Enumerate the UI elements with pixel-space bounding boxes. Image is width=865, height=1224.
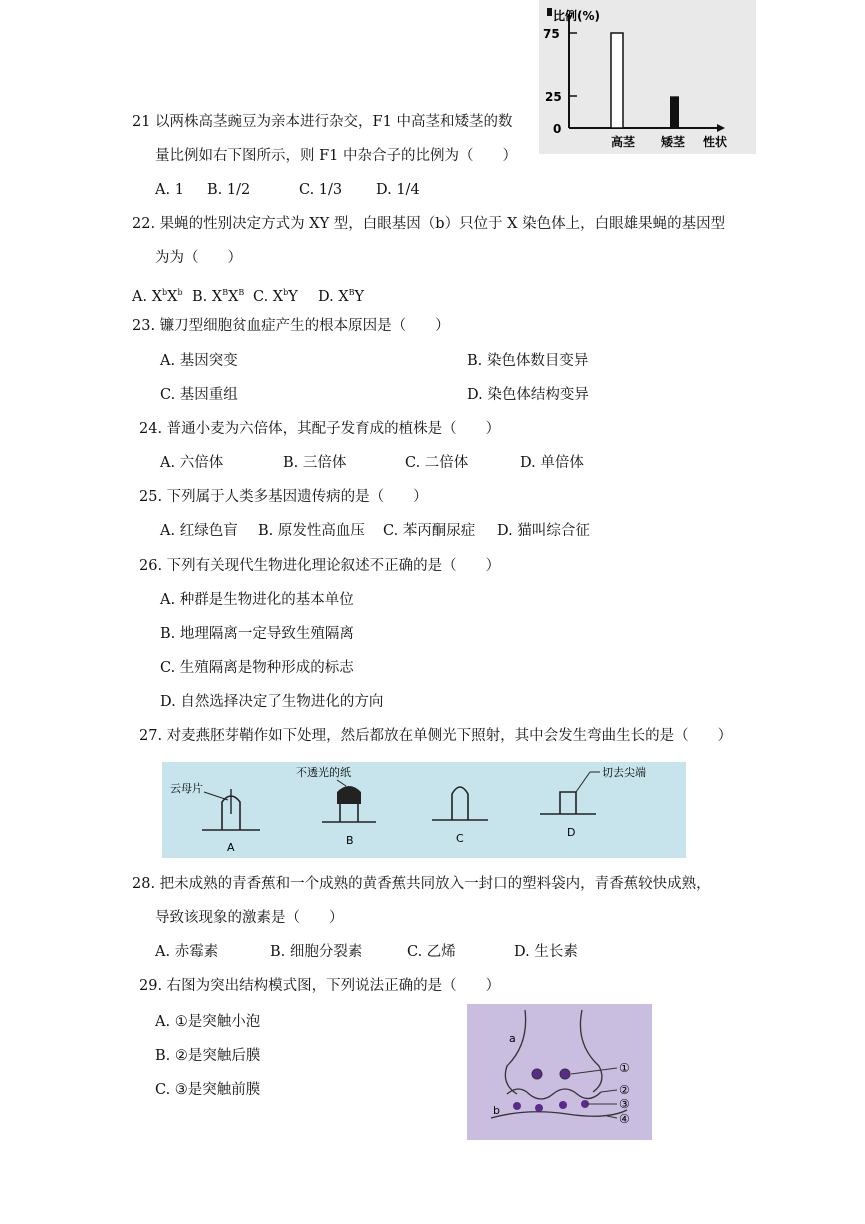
q22-option-b-label: B. X (192, 289, 223, 305)
q21-chart-svg (539, 0, 756, 154)
q29-stem: 29. 右图为突出结构模式图，下列说法正确的是（ ） (139, 978, 501, 994)
q28-option-d: D. 生长素 (514, 944, 578, 960)
q25-option-d: D. 猫叫综合征 (497, 523, 590, 539)
neurotransmitter (535, 1104, 543, 1112)
q29-option-c: C. ③是突触前膜 (155, 1082, 261, 1098)
q26-option-d: D. 自然选择决定了生物进化的方向 (160, 694, 384, 710)
q23-option-d: D. 染色体结构变异 (467, 387, 589, 403)
q21-option-b: B. 1/2 (207, 182, 251, 198)
q24-option-c: C. 二倍体 (405, 455, 469, 471)
q22-a-sup1: b (162, 288, 168, 297)
q28-line2: 导致该现象的激素是（ ） (155, 910, 344, 926)
q21-line2: 量比例如右下图所示，则 F1 中杂合子的比例为（ ） (155, 148, 518, 164)
label-d: D (567, 826, 576, 839)
q27-stem: 27. 对麦燕胚芽鞘作如下处理，然后都放在单侧光下照射，其中会发生弯曲生长的是（ ） (139, 728, 733, 744)
q28-option-b: B. 细胞分裂素 (270, 944, 363, 960)
annot-opaque-paper: 不透光的纸 (296, 766, 351, 779)
annot-cut-tip: 切去尖端 (602, 766, 646, 779)
q25-option-a: A. 红绿色盲 (160, 523, 238, 539)
q22-a-sup2: b (177, 288, 183, 297)
neurotransmitter (559, 1101, 567, 1109)
marker-2: ② (619, 1083, 630, 1097)
q27-figure-svg (162, 762, 686, 858)
q22-d-y: Y (354, 289, 365, 305)
y-tick-75: 75 (543, 27, 560, 41)
annot-mica: 云母片 (170, 782, 203, 795)
q22-line1: 22. 果蝇的性别决定方式为 XY 型，白眼基因（b）只位于 X 染色体上，白眼雄果蝇的基因型 (132, 216, 726, 232)
q24-option-a: A. 六倍体 (160, 455, 224, 471)
q26-option-c: C. 生殖隔离是物种形成的标志 (160, 660, 354, 676)
q22-option-c (253, 283, 298, 307)
q22-option-c-label: C. X (253, 289, 284, 305)
q23-option-a: A. 基因突变 (160, 353, 238, 369)
marker-1: ① (619, 1061, 630, 1075)
q21-option-c: C. 1/3 (299, 182, 343, 198)
x-axis-arrow (717, 124, 725, 132)
vesicle (532, 1069, 542, 1079)
x-axis-label: 性状 (703, 135, 728, 149)
q24-option-d: D. 单倍体 (520, 455, 584, 471)
q24-option-b: B. 三倍体 (283, 455, 347, 471)
y-axis-label: 比例(%) (553, 9, 600, 23)
q22-line2: 为为（ ） (155, 250, 242, 266)
q22-option-d (318, 283, 364, 307)
q22-option-a-label: A. X (132, 289, 163, 305)
q29-option-a: A. ①是突触小泡 (155, 1014, 261, 1030)
q21-option-a: A. 1 (155, 182, 184, 198)
label-b: B (346, 834, 354, 847)
q29-option-b: B. ②是突触后膜 (155, 1048, 261, 1064)
q21-option-d: D. 1/4 (376, 182, 420, 198)
marker-4: ④ (619, 1112, 630, 1126)
q24-stem: 24. 普通小麦为六倍体，其配子发育成的植株是（ ） (139, 421, 501, 437)
q21-line1: 21 以两株高茎豌豆为亲本进行杂交，F1 中高茎和矮茎的数 (132, 114, 513, 130)
q26-option-b: B. 地理隔离一定导致生殖隔离 (160, 626, 354, 642)
label-a: A (227, 841, 235, 854)
y-tick-25: 25 (545, 90, 562, 104)
q29-figure-svg (467, 1004, 652, 1140)
q22-option-a: A. $X^bX^b$ (132, 288, 183, 305)
marker-3: ③ (619, 1097, 630, 1111)
q21-bar-chart (539, 0, 756, 154)
q22-b-sup1: B (222, 288, 229, 297)
neurotransmitter (513, 1102, 521, 1110)
q26-option-a: A. 种群是生物进化的基本单位 (160, 592, 354, 608)
q22-d-sup: B (348, 288, 355, 297)
x-category-short: 矮茎 (661, 135, 686, 149)
bar-tall-stem (611, 33, 623, 128)
label-b: b (493, 1104, 500, 1117)
vesicle (560, 1069, 570, 1079)
label-c: C (456, 832, 464, 845)
y-axis-arrow (547, 8, 552, 16)
q26-stem: 26. 下列有关现代生物进化理论叙述不正确的是（ ） (139, 558, 501, 574)
q27-coleoptile-figure (162, 762, 686, 858)
q23-stem: 23. 镰刀型细胞贫血症产生的根本原因是（ ） (132, 318, 450, 334)
bar-short-stem (670, 96, 679, 128)
x-category-tall: 高茎 (611, 135, 636, 149)
q25-option-b: B. 原发性高血压 (258, 523, 365, 539)
q23-option-c: C. 基因重组 (160, 387, 238, 403)
q28-option-a: A. 赤霉素 (155, 944, 219, 960)
q22-option-d-label: D. X (318, 289, 349, 305)
q25-option-c: C. 苯丙酮尿症 (383, 523, 476, 539)
q22-c-y: Y (288, 289, 298, 305)
q25-stem: 25. 下列属于人类多基因遗传病的是（ ） (139, 489, 428, 505)
q22-c-sup: b (283, 288, 289, 297)
y-tick-0: 0 (553, 122, 562, 136)
q28-line1: 28. 把未成熟的青香蕉和一个成熟的黄香蕉共同放入一封口的塑料袋内，青香蕉较快成熟， (132, 876, 711, 892)
q28-option-c: C. 乙烯 (407, 944, 456, 960)
q22-b-sup2: B (238, 288, 245, 297)
q23-option-b: B. 染色体数目变异 (467, 353, 589, 369)
q29-synapse-figure (467, 1004, 652, 1140)
label-a: a (509, 1032, 516, 1045)
q22-option-b: B. $X^BX^B$ (192, 288, 245, 305)
